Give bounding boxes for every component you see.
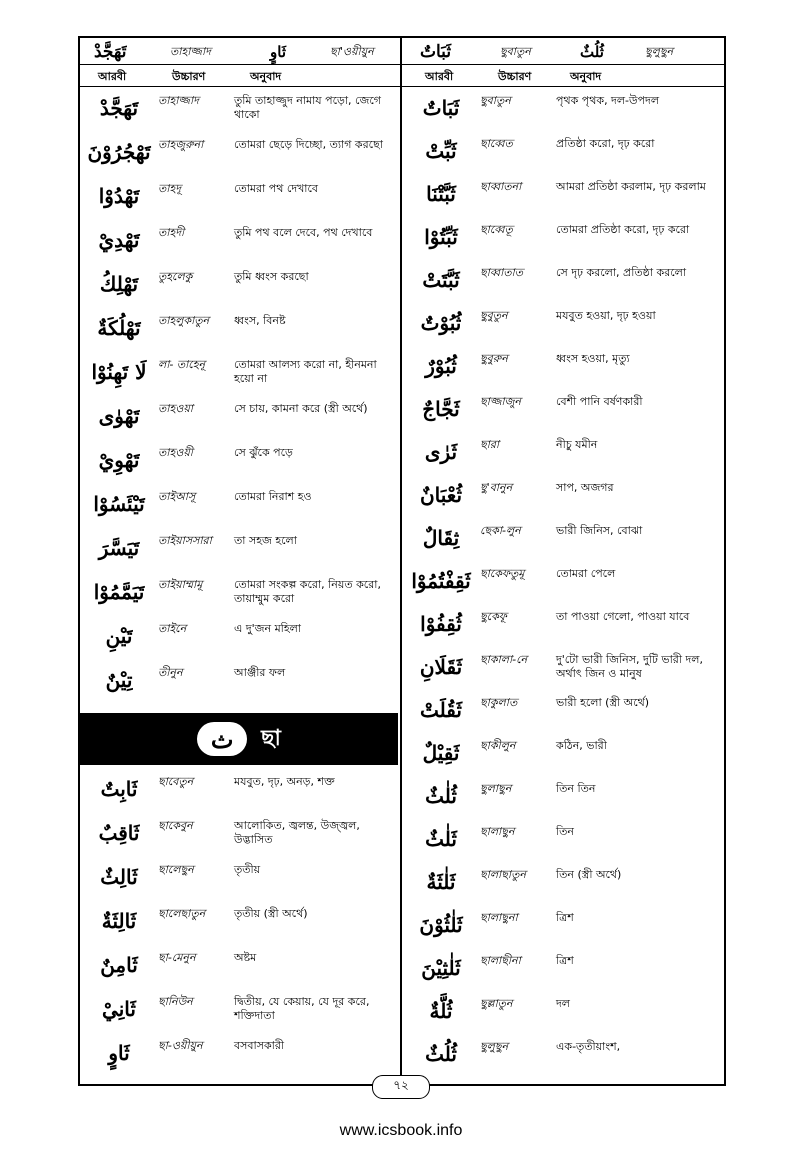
- entry-pronunciation: ছাব্বেত: [480, 137, 513, 150]
- entry-row: [80, 530, 398, 566]
- entry-arabic: ثِقَالٌ: [422, 526, 460, 550]
- entry-meaning: তিন (স্ত্রী অর্থে): [556, 868, 622, 881]
- entry-meaning: কঠিন, ভারী: [556, 739, 607, 752]
- entry-arabic: ثَرٰى: [424, 440, 458, 464]
- entry-meaning: দ্বিতীয়, যে কেয়ায়, যে দূর করে, শক্তিদাতা: [234, 995, 370, 1022]
- entry-row: [402, 219, 726, 255]
- section-letter: ث: [197, 722, 247, 756]
- entry-pronunciation: ছাকেবুন: [158, 819, 193, 832]
- entry-pronunciation: ছালাছুন: [480, 825, 515, 838]
- entry-meaning: আঞ্জীর ফল: [234, 666, 286, 679]
- section-banner: [80, 713, 398, 765]
- entry-arabic: تَيْئَسُوْا: [93, 492, 145, 516]
- entry-meaning: বেশী পানি বর্ষণকারী: [556, 395, 643, 408]
- entry-row: [80, 662, 398, 698]
- entry-row: [402, 262, 726, 298]
- entry-pronunciation: ছারা: [480, 438, 500, 451]
- entry-row: [402, 305, 726, 341]
- entry-pronunciation: তাইআসূ: [158, 490, 196, 503]
- entry-pronunciation: ছুলাছুন: [480, 782, 512, 795]
- entry-pronunciation: ছা-মেনুন: [158, 951, 196, 964]
- guide-pron-left-2: [330, 40, 374, 64]
- entry-row: [402, 864, 726, 900]
- entry-arabic: ثَلٰثٌ: [425, 827, 457, 851]
- entry-row: [80, 947, 398, 983]
- entry-row: [402, 434, 726, 470]
- entry-meaning: ত্রিশ: [556, 954, 574, 967]
- entry-pronunciation: তাহদূ: [158, 182, 182, 195]
- entry-row: [402, 993, 726, 1029]
- entry-arabic: تَهْدُوْا: [98, 184, 140, 208]
- entry-meaning: তা সহজ হলো: [234, 534, 297, 547]
- entry-meaning: তৃতীয়: [234, 863, 261, 876]
- entry-row: [402, 133, 726, 169]
- entry-pronunciation: ছুবুতুন: [480, 309, 508, 322]
- entry-meaning: তোমরা পেলে: [556, 567, 616, 580]
- entry-arabic: ثَبَّتْنَا: [426, 182, 456, 206]
- guide-pron: ছুবাতুন: [500, 44, 531, 58]
- entry-meaning: ভারী হলো (স্ত্রী অর্থে): [556, 696, 650, 709]
- entry-row: [402, 90, 726, 126]
- guide-arabic: ثَبَاتٌ: [420, 42, 452, 62]
- entry-row: [402, 821, 726, 857]
- entry-pronunciation: তাহলুকাতুন: [158, 314, 210, 327]
- entry-pronunciation: ছালাছীনা: [480, 954, 521, 967]
- guide-pron-right-1: [500, 40, 531, 64]
- guide-pron-right-2: [645, 40, 673, 64]
- entry-arabic: ثَلٰثُوْنَ: [419, 913, 463, 937]
- entry-meaning: তিন: [556, 825, 574, 838]
- entry-pronunciation: তুহলেকু: [158, 270, 193, 283]
- entry-arabic: ثُبُوْتٌ: [420, 311, 462, 335]
- entry-pronunciation: ছাব্বাতনা: [480, 180, 522, 193]
- entry-pronunciation: তাইয়াসসারা: [158, 534, 212, 547]
- entry-arabic: ثَبَاتٌ: [422, 96, 460, 120]
- entry-meaning: ধ্বংস হওয়া, মৃত্যু: [556, 352, 630, 365]
- entry-pronunciation: ছুকেফূ: [480, 610, 507, 623]
- col-head-arabic-right: আরবী: [425, 70, 454, 83]
- entry-arabic: تَيْنِ: [105, 624, 133, 648]
- entry-row: [80, 222, 398, 258]
- entry-row: [80, 574, 398, 610]
- entry-arabic: ثَاوٍ: [108, 1041, 130, 1065]
- entry-meaning: আলোকিত, জ্বলন্ত, উজ্জ্বল, উদ্ভাসিত: [234, 819, 360, 846]
- entry-arabic: ثَاقِبٌ: [98, 821, 140, 845]
- entry-pronunciation: তাহওয়ী: [158, 446, 193, 459]
- entry-meaning: অষ্টম: [234, 951, 257, 964]
- page-number: ৭২: [372, 1075, 430, 1099]
- entry-pronunciation: তাহাজ্জাদ: [158, 94, 199, 107]
- entry-row: [402, 606, 726, 642]
- entry-meaning: সে চায়, কামনা করে (স্ত্রী অর্থে): [234, 402, 368, 415]
- entry-pronunciation: তাহওয়া: [158, 402, 193, 415]
- entry-arabic: ثَابِتٌ: [100, 777, 138, 801]
- entry-pronunciation: ছাকালা-নে: [480, 653, 528, 666]
- entry-meaning: সে ঝুঁকে পড়ে: [234, 446, 293, 459]
- entry-arabic: تَهَجَّدْ: [99, 96, 139, 120]
- entry-meaning: সে দৃঢ় করলো, প্রতিষ্ঠা করলো: [556, 266, 687, 279]
- entry-meaning: এ দু'জন মহিলা: [234, 622, 301, 635]
- guide-arabic: ثُلُثٌ: [580, 43, 604, 61]
- entry-arabic: تَهْجُرُوْنَ: [87, 140, 151, 164]
- entry-meaning: আমরা প্রতিষ্ঠা করলাম, দৃঢ় করলাম: [556, 180, 706, 193]
- entry-arabic: تِيْنٌ: [105, 668, 133, 692]
- entry-pronunciation: ছেকা-লুন: [480, 524, 521, 537]
- entry-arabic: ثَانِيْ: [102, 997, 136, 1021]
- entry-pronunciation: লা- তাহেনূ: [158, 358, 206, 371]
- entry-meaning: তৃতীয় (স্ত্রী অর্থে): [234, 907, 308, 920]
- entry-meaning: প্রতিষ্ঠা করো, দৃঢ় করো: [556, 137, 655, 150]
- entry-row: [80, 903, 398, 939]
- entry-pronunciation: তাইয়াম্মামূ: [158, 578, 203, 591]
- entry-row: [80, 354, 398, 390]
- entry-arabic: تَهْوٰى: [98, 404, 140, 428]
- entry-meaning: তিন তিন: [556, 782, 596, 795]
- entry-meaning: সাপ, অজগর: [556, 481, 614, 494]
- entry-row: [80, 90, 398, 126]
- entry-row: [80, 398, 398, 434]
- header-rule: [80, 64, 724, 65]
- entry-pronunciation: ছাকেফতুমূ: [480, 567, 525, 580]
- guide-word-left-1: [94, 40, 126, 64]
- entry-arabic: ثُلُثٌ: [425, 1042, 457, 1066]
- entry-row: [402, 778, 726, 814]
- entry-arabic: ثُعْبَانٌ: [419, 483, 463, 507]
- entry-pronunciation: ছুবুরুন: [480, 352, 508, 365]
- entry-meaning: এক-তৃতীয়াংশ,: [556, 1040, 621, 1053]
- entry-pronunciation: ছাজ্জাজুন: [480, 395, 521, 408]
- col-head-pron-right: উচ্চারণ: [498, 70, 532, 83]
- entry-meaning: বসবাসকারী: [234, 1039, 285, 1052]
- entry-arabic: ثُقِفُوْا: [420, 612, 462, 636]
- entry-arabic: تَيَمَّمُوْا: [93, 580, 145, 604]
- entry-meaning: দু'টো ভারী জিনিস, দুটি ভারী দল, অর্থাৎ জিন ও মানুষ: [556, 653, 703, 680]
- entry-meaning: নীচু যমীন: [556, 438, 598, 451]
- entry-meaning: ধ্বংস, বিনষ্ট: [234, 314, 286, 327]
- col-head-arabic-left: আরবী: [98, 70, 127, 83]
- entry-row: [402, 348, 726, 384]
- entry-arabic: تَهْدِيْ: [98, 228, 140, 252]
- entry-arabic: ثَبِّتْ: [425, 139, 457, 163]
- entry-arabic: تَهْوِيْ: [98, 448, 140, 472]
- entry-arabic: ثُبُوْرٌ: [425, 354, 457, 378]
- col-head-meaning-left: অনুবাদ: [250, 70, 282, 83]
- entry-pronunciation: ছাকুলাত: [480, 696, 518, 709]
- guide-pron: ছা'ওয়ীয়ুন: [330, 44, 374, 58]
- entry-arabic: لَا تَهِنُوْا: [91, 360, 147, 384]
- col-head-meaning-right: অনুবাদ: [570, 70, 602, 83]
- entry-meaning: তুমি তাহাজ্জুদ নামায পড়ো, জেগে থাকো: [234, 94, 381, 121]
- entry-pronunciation: ছা-ওয়ীয়ুন: [158, 1039, 203, 1052]
- entry-pronunciation: ছুবাতুন: [480, 94, 511, 107]
- entry-row: [402, 176, 726, 212]
- guide-pron: তাহাজ্জাদ: [170, 44, 211, 58]
- entry-row: [80, 991, 398, 1027]
- entry-row: [80, 771, 398, 807]
- entry-row: [80, 178, 398, 214]
- footer-url: www.icsbook.info: [339, 1122, 463, 1139]
- guide-word-right-1: [420, 40, 451, 64]
- entry-pronunciation: ছানিউন: [158, 995, 193, 1008]
- entry-meaning: তোমরা সংকল্প করো, নিয়ত করো, তায়াম্মুম করো: [234, 578, 381, 605]
- guide-pron-left-1: [170, 40, 211, 64]
- entry-meaning: ভারী জিনিস, বোঝা: [556, 524, 643, 537]
- entry-arabic: تَيَسَّرَ: [98, 536, 140, 560]
- entry-row: [80, 859, 398, 895]
- entry-row: [402, 520, 726, 556]
- guide-word-right-2: [580, 40, 604, 64]
- entry-row: [80, 266, 398, 302]
- entry-arabic: ثَبَّتَتْ: [422, 268, 460, 292]
- entry-arabic: ثَلٰثِيْنَ: [421, 956, 461, 980]
- section-label: ছা: [261, 725, 281, 751]
- entry-row: [402, 692, 726, 728]
- entry-pronunciation: ছুল্লাতুন: [480, 997, 513, 1010]
- entry-meaning: তুমি পথ বলে দেবে, পথ দেখাবে: [234, 226, 373, 239]
- entry-arabic: ثَقُلَتْ: [420, 698, 462, 722]
- entry-row: [80, 134, 398, 170]
- entry-meaning: তা পাওয়া গেলো, পাওয়া যাবে: [556, 610, 690, 623]
- entry-row: [80, 815, 398, 851]
- entry-pronunciation: ছাব্বাতাত: [480, 266, 523, 279]
- entry-row: [402, 950, 726, 986]
- entry-pronunciation: তাহদী: [158, 226, 185, 239]
- entry-pronunciation: ছু'বানুন: [480, 481, 513, 494]
- guide-arabic: تَهَجَّدْ: [94, 42, 127, 62]
- entry-arabic: ثَالِثٌ: [100, 865, 138, 889]
- entry-arabic: ثَجَّاجٌ: [422, 397, 460, 421]
- entry-arabic: ثَامِنٌ: [100, 953, 138, 977]
- entry-arabic: ثَقِيْلٌ: [422, 741, 460, 765]
- entry-arabic: تَهْلُكَةٌ: [97, 316, 141, 340]
- guide-arabic: ثَاوٍ: [270, 43, 286, 61]
- entry-pronunciation: তাহজুরুনা: [158, 138, 204, 151]
- col-head-pron-left: উচ্চারণ: [172, 70, 206, 83]
- entry-row: [402, 907, 726, 943]
- entry-arabic: ثُلَّةٌ: [429, 999, 453, 1023]
- entry-pronunciation: তাইনে: [158, 622, 187, 635]
- entry-meaning: তুমি ধ্বংস করছো: [234, 270, 309, 283]
- entry-meaning: দল: [556, 997, 570, 1010]
- entry-meaning: মযবুত, দৃঢ়, অনড়, শক্ত: [234, 775, 335, 788]
- entry-meaning: মযবুত হওয়া, দৃঢ় হওয়া: [556, 309, 656, 322]
- entry-arabic: ثَلٰثَةٌ: [426, 870, 456, 894]
- entry-pronunciation: ছালেছাতুন: [158, 907, 206, 920]
- entry-row: [402, 477, 726, 513]
- entry-pronunciation: ছাবেতুন: [158, 775, 194, 788]
- entry-pronunciation: তীনুন: [158, 666, 183, 679]
- entry-row: [402, 735, 726, 771]
- entry-pronunciation: ছাব্বেতূ: [480, 223, 513, 236]
- entry-arabic: ثُلٰثٌ: [425, 784, 457, 808]
- entry-row: [80, 486, 398, 522]
- entry-row: [402, 649, 726, 685]
- entry-pronunciation: ছালাছাতুন: [480, 868, 526, 881]
- entry-pronunciation: ছাকীলুন: [480, 739, 516, 752]
- entry-pronunciation: ছালাছুনা: [480, 911, 518, 924]
- entry-row: [402, 1036, 726, 1072]
- entry-arabic: ثَقِفْتُمُوْا: [411, 569, 471, 593]
- entry-pronunciation: ছুলুছুন: [480, 1040, 509, 1053]
- guide-word-left-2: [270, 40, 286, 64]
- entry-row: [80, 1035, 398, 1071]
- entry-arabic: ثَبِّتُوْا: [424, 225, 458, 249]
- entry-arabic: ثَالِثَةٌ: [101, 909, 137, 933]
- dictionary-page: [78, 36, 726, 1086]
- entry-row: [80, 618, 398, 654]
- entry-row: [402, 391, 726, 427]
- entry-pronunciation: ছালেছুন: [158, 863, 194, 876]
- entry-meaning: তোমরা পথ দেখাবে: [234, 182, 319, 195]
- entry-row: [80, 310, 398, 346]
- entry-meaning: তোমরা ছেড়ে দিচ্ছো, ত্যাগ করছো: [234, 138, 383, 151]
- entry-row: [402, 563, 726, 599]
- guide-pron: ছুলুছুন: [645, 44, 674, 58]
- entry-meaning: তোমরা আলস্য করো না, হীনমনা হয়ো না: [234, 358, 377, 385]
- entry-row: [80, 442, 398, 478]
- entry-meaning: পৃথক পৃথক, দল-উপদল: [556, 94, 660, 107]
- entry-arabic: تَهْلِكُ: [99, 272, 139, 296]
- entry-meaning: তোমরা নিরাশ হও: [234, 490, 312, 503]
- entry-arabic: ثَقَلَانِ: [419, 655, 463, 679]
- entry-meaning: তোমরা প্রতিষ্ঠা করো, দৃঢ় করো: [556, 223, 690, 236]
- entry-meaning: ত্রিশ: [556, 911, 574, 924]
